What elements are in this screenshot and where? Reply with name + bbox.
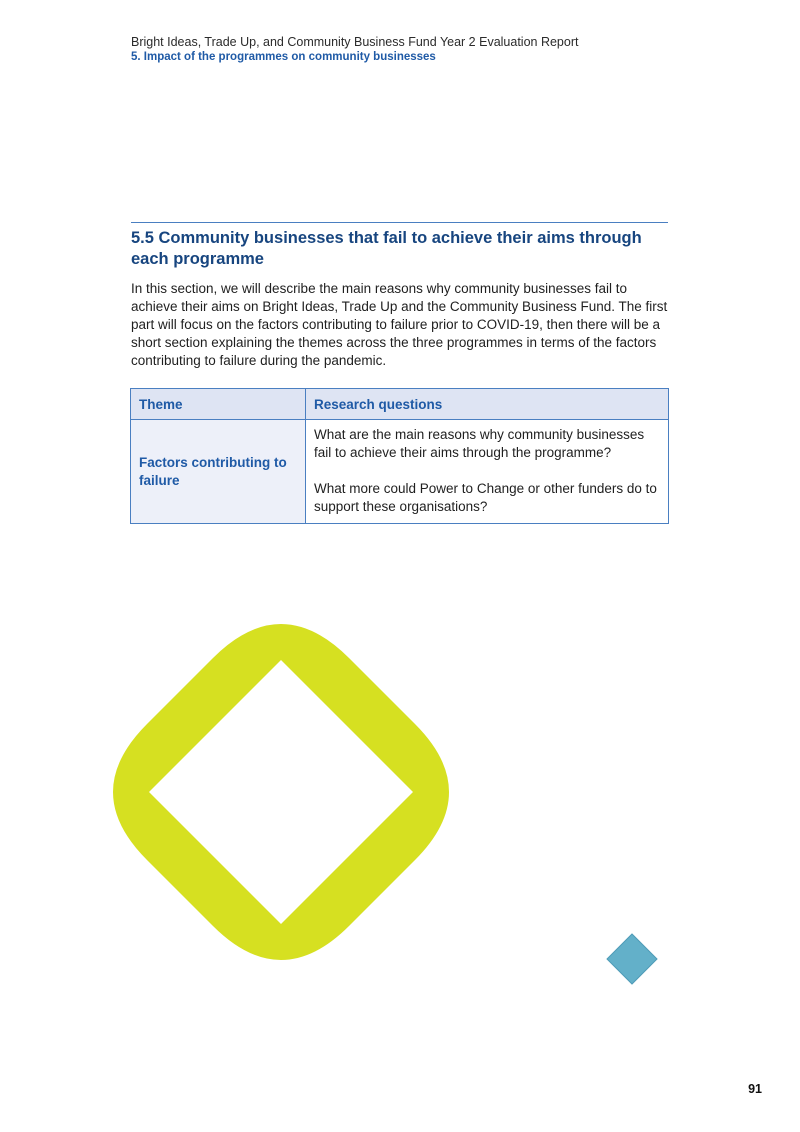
teal-diamond-icon (607, 934, 657, 984)
research-question-2: What more could Power to Change or other funders do to support these organisations? (314, 481, 657, 514)
page-number: 91 (748, 1082, 762, 1096)
chapter-title: 5. Impact of the programmes on community businesses (131, 51, 436, 63)
column-header-theme: Theme (131, 389, 306, 420)
section-intro-paragraph: In this section, we will describe the main reasons why community businesses fail to achieve their aims on Bright Ideas, Trade Up and the Community Business Fund. The first part will focus on the factors contributing to failure prior to COVID-19, then there will be a short section explaining the themes across the three programmes in terms of the factors contributing to failure during the pandemic. (131, 281, 668, 368)
section-heading: 5.5 Community businesses that fail to achieve their aims through each programme (131, 229, 642, 268)
theme-cell: Factors contributing to failure (131, 420, 306, 524)
document-title: Bright Ideas, Trade Up, and Community Business Fund Year 2 Evaluation Report (131, 35, 579, 49)
rounded-diamond-ring-icon (113, 624, 449, 960)
column-header-research-questions: Research questions (306, 389, 669, 420)
research-question-1: What are the main reasons why community businesses fail to achieve their aims through the programme? (314, 427, 645, 460)
